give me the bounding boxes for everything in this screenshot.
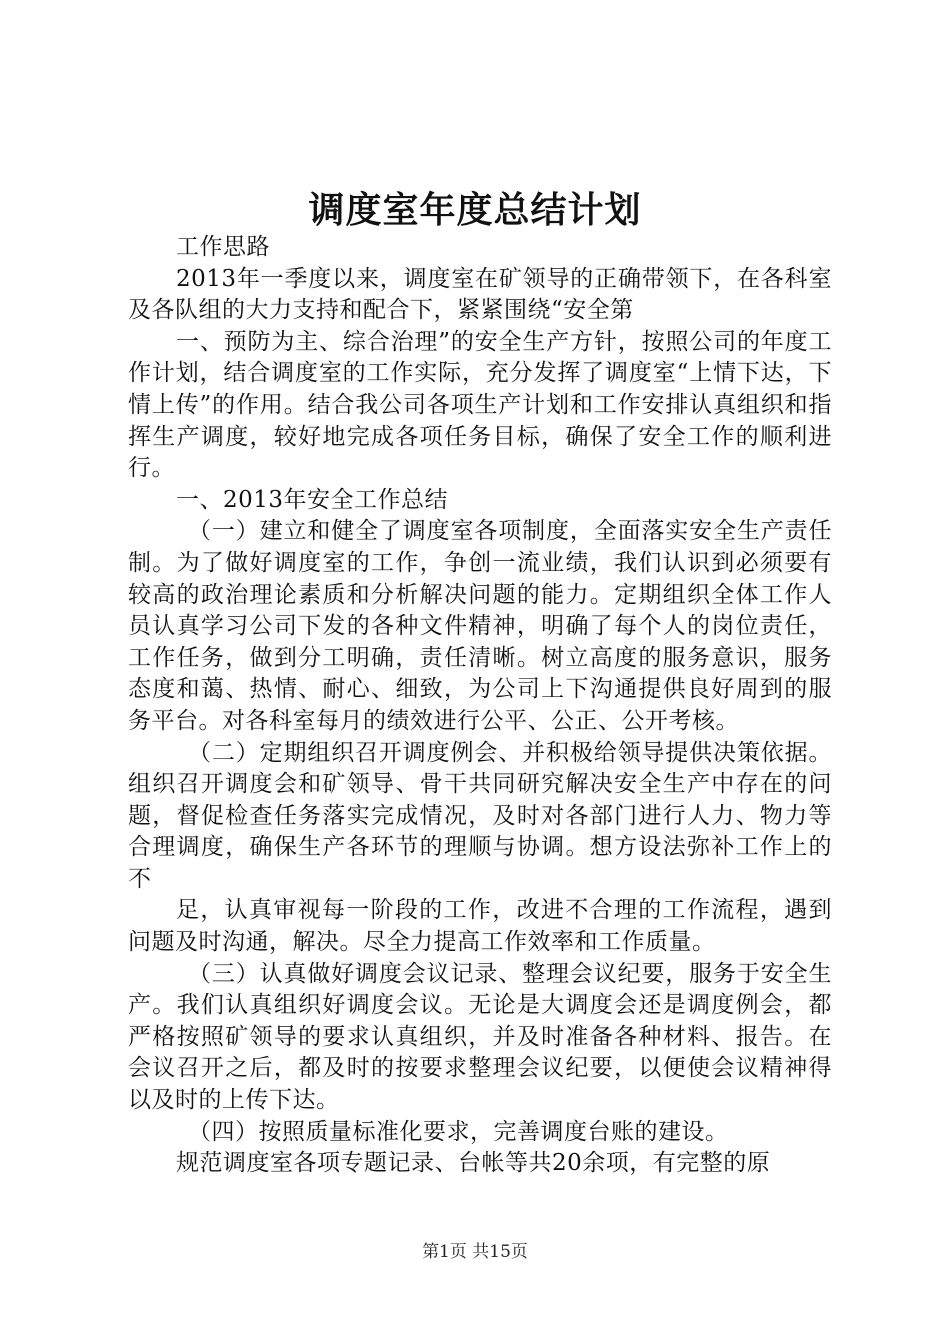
section-heading: 一、2013年安全工作总结	[176, 486, 449, 513]
document-title: 调度室年度总结计划	[308, 189, 642, 231]
paragraph: 足，认真审视每一阶段的工作，改进不合理的工作流程，遇到问题及时沟通，解决。尽全力提高工作效率和工作质量。	[128, 897, 832, 956]
paragraph: （一）建立和健全了调度室各项制度，全面落实安全生产责任制。为了做好调度室的工作，争创一流业绩，我们认识到必须要有较高的政治理论素质和分析解决问题的能力。定期组织全体工作人员认真学习公司下发的各种文件精神，明确了每个人的岗位责任，工作任务，做到分工明确，责任清晰。树立高度的服务意识，服务态度和蔼、热情、耐心、细致，为公司上下沟通提供良好周到的服务平台。对各科室每月的绩效进行公平、公正、公开考核。	[128, 518, 832, 734]
paragraph: 工作思路	[176, 234, 270, 260]
paragraph: （四）按照质量标准化要求，完善调度台账的建设。	[188, 1118, 729, 1145]
document-body	[128, 232, 832, 1180]
paragraph: （三）认真做好调度会议记录、整理会议纪要，服务于安全生产。我们认真组织好调度会议。无论是大调度会还是调度例会，都严格按照矿领导的要求认真组织，并及时准备各种材料、报告。在会议召开之后，都及时的按要求整理会议纪要，以便使会议精神得以及时的上传下达。	[128, 960, 832, 1114]
page-footer: 第1页 共15页	[422, 1242, 528, 1262]
paragraph: 规范调度室各项专题记录、台帐等共20余项，有完整的原	[176, 1150, 771, 1177]
paragraph: （二）定期组织召开调度例会、并积极给领导提供决策依据。组织召开调度会和矿领导、骨干共同研究解决安全生产中存在的问题，督促检查任务落实完成情况，及时对各部门进行人力、物力等合理调度，确保生产各环节的理顺与协调。想方设法弥补工作上的不	[128, 739, 832, 892]
paragraph: 2013年一季度以来，调度室在矿领导的正确带领下，在各科室及各队组的大力支持和配合下，紧紧围绕“安全第	[128, 265, 832, 324]
paragraph: 一、预防为主、综合治理”的安全生产方针，按照公司的年度工作计划，结合调度室的工作实际，充分发挥了调度室“上情下达，下情上传”的作用。结合我公司各项生产计划和工作安排认真组织和指挥生产调度，较好地完成各项任务目标，确保了安全工作的顺利进行。	[128, 328, 832, 482]
